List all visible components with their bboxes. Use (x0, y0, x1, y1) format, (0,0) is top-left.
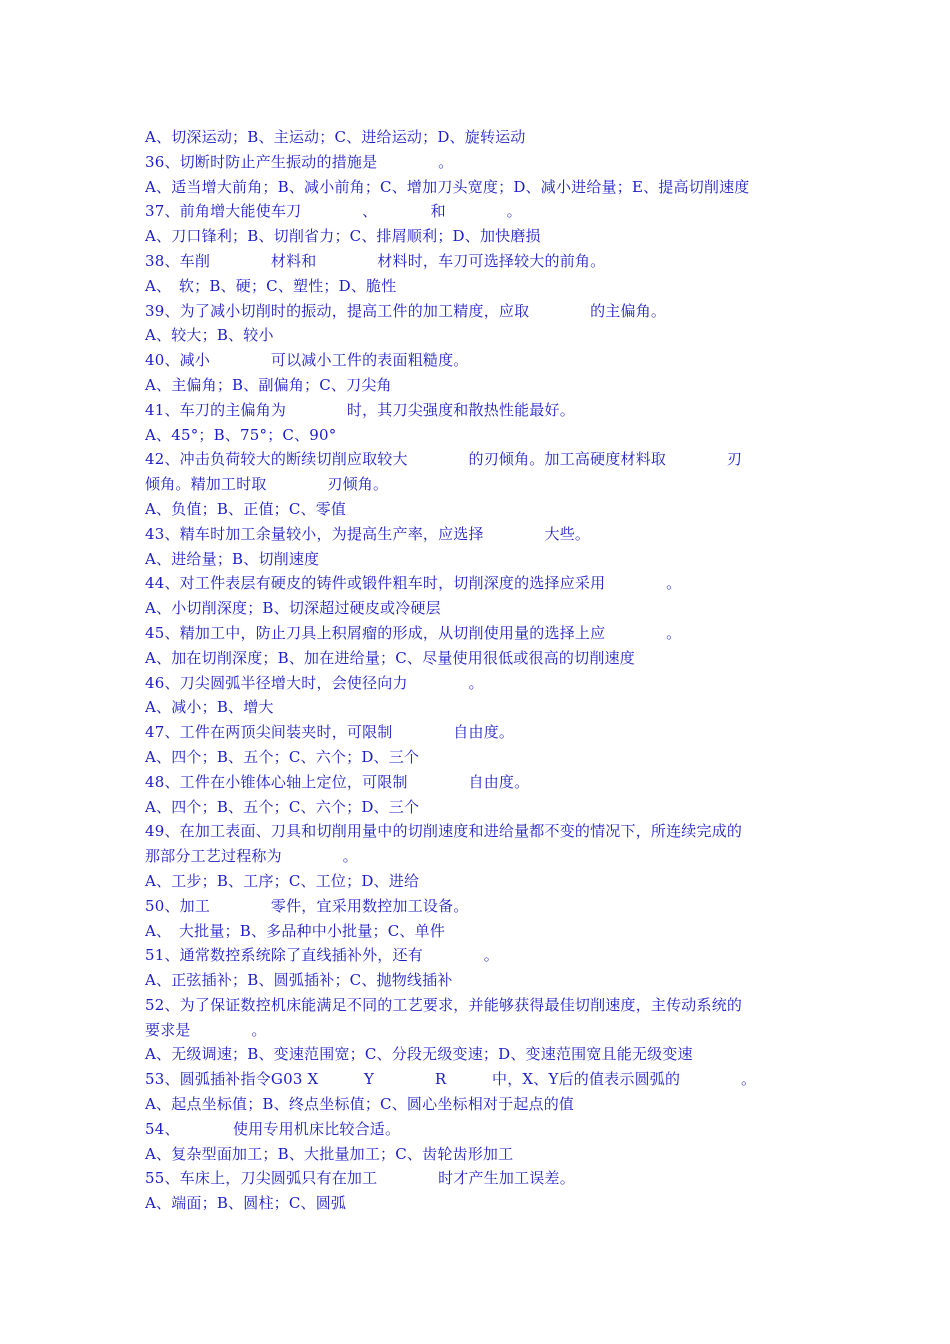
answer-options-line: A、较大；B、较小 (145, 326, 274, 345)
question-line: 55、车床上，刀尖圆弧只有在加工 时才产生加工误差。 (145, 1169, 575, 1188)
question-line: 53、圆弧插补指令G03 X Y R 中，X、Y后的值表示圆弧的 。 (145, 1070, 757, 1089)
question-line: 49、在加工表面、刀具和切削用量中的切削速度和进给量都不变的情况下，所连续完成的 (145, 822, 743, 841)
answer-options-line: A、刀口锋利；B、切削省力；C、排屑顺利；D、加快磨损 (145, 227, 541, 246)
answer-options-line: A、45°；B、75°；C、90° (145, 425, 337, 444)
question-line: 39、为了减小切削时的振动，提高工件的加工精度，应取 的主偏角。 (145, 301, 667, 320)
document-body (145, 125, 805, 1216)
answer-options-line: A、起点坐标值；B、终点坐标值；C、圆心坐标相对于起点的值 (145, 1095, 575, 1114)
question-line: 48、工件在小锥体心轴上定位，可限制 自由度。 (145, 772, 530, 791)
question-line: 41、车刀的主偏角为 时，其刀尖强度和散热性能最好。 (145, 400, 575, 419)
answer-options-line: A、加在切削深度；B、加在进给量；C、尽量使用很低或很高的切削速度 (145, 648, 635, 667)
answer-options-line: A、 大批量；B、多品种中小批量；C、单件 (145, 921, 446, 940)
question-line: 42、冲击负荷较大的断续切削应取较大 的刃倾角。加工高硬度材料取 刃 (145, 450, 743, 469)
question-line: 54、 使用专用机床比较合适。 (145, 1119, 401, 1138)
answer-options-line: A、主偏角；B、副偏角；C、刀尖角 (145, 375, 392, 394)
question-line: 那部分工艺过程称为 。 (145, 847, 358, 866)
answer-options-line: A、负值；B、正值；C、零值 (145, 499, 347, 518)
question-line: 51、通常数控系统除了直线插补外，还有 。 (145, 946, 499, 965)
answer-options-line: A、无级调速；B、变速范围宽；C、分段无级变速；D、变速范围宽且能无级变速 (145, 1045, 693, 1064)
question-line: 44、对工件表层有硬皮的铸件或锻件粗车时，切削深度的选择应采用 。 (145, 574, 682, 593)
answer-options-line: A、切深运动；B、主运动；C、进给运动；D、旋转运动 (145, 128, 526, 146)
question-line: 38、车削 材料和 材料时，车刀可选择较大的前角。 (145, 251, 606, 270)
answer-options-line: A、四个；B、五个；C、六个；D、三个 (145, 747, 420, 766)
question-line: 倾角。精加工时取 刃倾角。 (145, 475, 389, 494)
answer-options-line: A、四个；B、五个；C、六个；D、三个 (145, 797, 420, 816)
answer-options-line: A、适当增大前角；B、减小前角；C、增加刀头宽度；D、减小进给量；E、提高切削速度 (145, 177, 750, 196)
answer-options-line: A、减小；B、增大 (145, 698, 274, 717)
question-line: 37、前角增大能使车刀 、 和 。 (145, 202, 522, 221)
question-line: 50、加工 零件，宜采用数控加工设备。 (145, 896, 469, 915)
question-line: 52、为了保证数控机床能满足不同的工艺要求，并能够获得最佳切削速度，主传动系统的 (145, 995, 743, 1014)
answer-options-line: A、工步；B、工序；C、工位；D、进给 (145, 871, 420, 890)
question-line: 47、工件在两顶尖间装夹时，可限制 自由度。 (145, 723, 515, 742)
answer-options-line: A、小切削深度；B、切深超过硬皮或冷硬层 (145, 599, 441, 618)
answer-options-line: A、正弦插补；B、圆弧插补；C、抛物线插补 (145, 971, 453, 990)
question-line: 43、精车时加工余量较小，为提高生产率，应选择 大些。 (145, 524, 591, 543)
question-line: 36、切断时防止产生振动的措施是 。 (145, 152, 454, 171)
question-line: 46、刀尖圆弧半径增大时，会使径向力 。 (145, 673, 484, 692)
answer-options-line: A、端面；B、圆柱；C、圆弧 (145, 1194, 347, 1213)
question-line: 40、减小 可以减小工件的表面粗糙度。 (145, 351, 469, 370)
answer-options-line: A、 软；B、硬；C、塑性；D、脆性 (145, 276, 397, 295)
answer-options-line: A、进给量；B、切削速度 (145, 549, 320, 568)
question-line: 45、精加工中，防止刀具上积屑瘤的形成，从切削使用量的选择上应 。 (145, 623, 682, 642)
question-line: 要求是 。 (145, 1020, 267, 1039)
answer-options-line: A、复杂型面加工；B、大批量加工；C、齿轮齿形加工 (145, 1144, 514, 1163)
